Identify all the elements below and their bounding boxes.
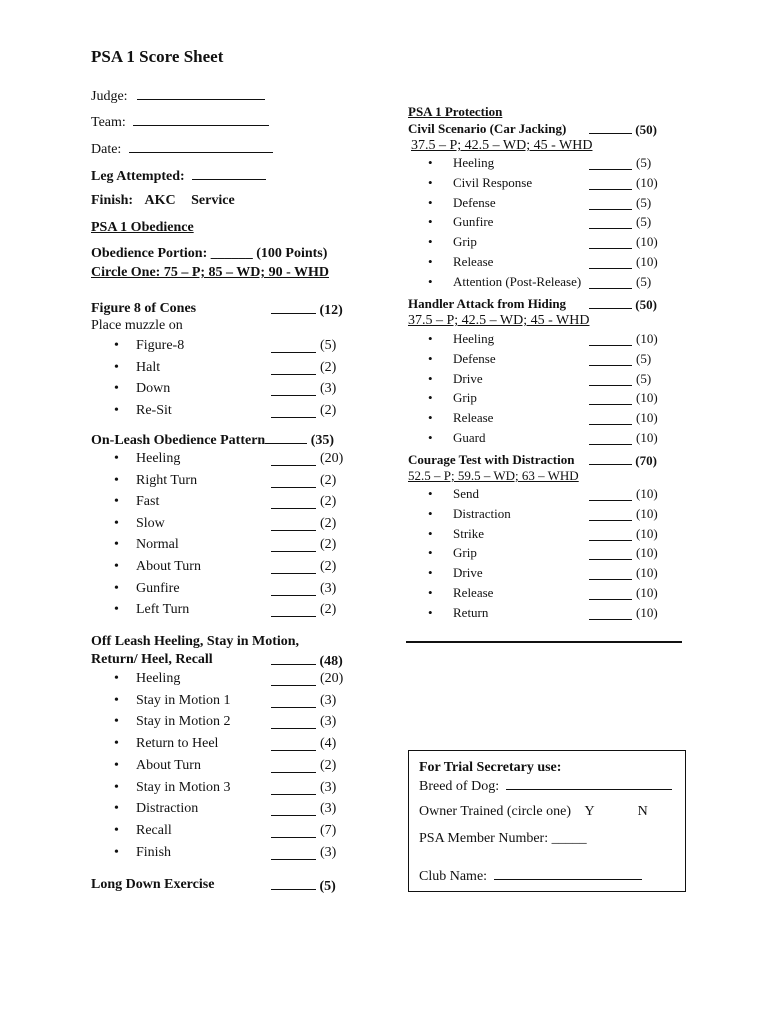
bullet-icon: • xyxy=(114,515,119,531)
handler-title: Handler Attack from Hiding xyxy=(408,296,567,311)
item-points: (5) xyxy=(320,338,337,353)
item-label: Drive xyxy=(453,565,483,581)
item-label: Down xyxy=(136,381,171,397)
bullet-icon: • xyxy=(114,338,119,353)
offleash-total: (48) xyxy=(319,654,343,669)
bullet-icon: • xyxy=(114,801,119,817)
item-points: (3) xyxy=(320,381,337,397)
date-label: Date: xyxy=(91,142,122,157)
item-label: Release xyxy=(453,254,494,269)
score-blank[interactable] xyxy=(589,567,632,580)
item-points: (3) xyxy=(320,580,337,596)
item-label: Send xyxy=(453,486,479,501)
item-label: About Turn xyxy=(136,757,201,773)
item-label: Gunfire xyxy=(136,580,180,596)
club-label: Club Name: xyxy=(419,869,488,884)
breed-field[interactable] xyxy=(419,777,672,795)
item-label: Return to Heel xyxy=(136,736,219,752)
bullet-icon: • xyxy=(114,714,119,730)
bullet-icon: • xyxy=(114,472,119,488)
bullet-icon: • xyxy=(114,736,119,752)
figure8-title: Figure 8 of Cones xyxy=(91,301,197,316)
bullet-icon: • xyxy=(428,604,433,620)
score-blank[interactable] xyxy=(589,587,632,600)
item-points: (10) xyxy=(636,565,658,581)
score-blank[interactable] xyxy=(271,405,316,418)
score-blank[interactable] xyxy=(271,877,316,890)
bullet-icon: • xyxy=(114,537,119,553)
score-blank[interactable] xyxy=(271,652,316,665)
score-blank[interactable] xyxy=(271,340,316,353)
score-blank[interactable] xyxy=(271,561,316,574)
item-points: (2) xyxy=(320,359,337,375)
item-points: (10) xyxy=(636,525,658,541)
item-label: Civil Response xyxy=(453,174,533,190)
item-label: Drive xyxy=(453,370,483,386)
item-label: Distraction xyxy=(453,505,511,521)
team-field[interactable] xyxy=(91,113,269,131)
team-label: Team: xyxy=(91,115,126,130)
item-points: (5) xyxy=(636,350,652,366)
item-points: (10) xyxy=(636,331,658,346)
owner-label: Owner Trained (circle one) xyxy=(419,804,572,819)
obedience-portion: Obedience Portion: ______ (100 Points) xyxy=(91,246,328,261)
item-label: Heeling xyxy=(453,331,495,346)
longdown-total-field[interactable] xyxy=(271,877,336,895)
item-label: Grip xyxy=(453,545,477,561)
item-points: (2) xyxy=(320,757,337,773)
item-points: (20) xyxy=(320,671,344,686)
item-points: (2) xyxy=(320,602,337,618)
score-blank[interactable] xyxy=(589,412,632,425)
score-blank[interactable] xyxy=(589,607,632,620)
item-label: Re-Sit xyxy=(136,402,172,418)
item-points: (10) xyxy=(636,430,658,445)
bullet-icon: • xyxy=(114,402,119,418)
item-points: (10) xyxy=(636,390,658,406)
item-label: Return xyxy=(453,604,489,620)
civil-total-field[interactable] xyxy=(589,121,657,138)
bullet-icon: • xyxy=(428,505,433,521)
item-points: (7) xyxy=(320,822,337,838)
score-blank[interactable] xyxy=(589,216,632,229)
finish-label: Finish: xyxy=(91,193,134,208)
item-label: Stay in Motion 1 xyxy=(136,692,231,708)
score-blank[interactable] xyxy=(271,518,316,531)
item-points: (2) xyxy=(320,402,337,418)
score-blank[interactable] xyxy=(271,716,316,729)
leg-attempted-label: Leg Attempted: xyxy=(91,169,185,184)
bullet-icon: • xyxy=(114,494,119,510)
score-blank[interactable] xyxy=(589,508,632,521)
bullet-icon: • xyxy=(428,545,433,561)
item-label: Recall xyxy=(136,822,172,838)
item-points: (3) xyxy=(320,779,337,795)
bullet-icon: • xyxy=(428,155,433,170)
handler-thresholds: 37.5 – P; 42.5 – WD; 45 - WHD xyxy=(408,313,590,328)
item-label: Finish xyxy=(136,844,172,860)
item-label: Slow xyxy=(136,515,165,531)
club-blank[interactable] xyxy=(494,867,642,880)
obedience-heading: PSA 1 Obedience xyxy=(91,220,194,235)
item-label: Gunfire xyxy=(453,214,494,230)
bullet-icon: • xyxy=(428,370,433,386)
score-blank[interactable] xyxy=(589,528,632,541)
bullet-icon: • xyxy=(428,254,433,269)
breed-label: Breed of Dog: xyxy=(419,779,500,794)
owner-yes[interactable]: Y xyxy=(584,804,595,819)
item-points: (10) xyxy=(636,505,658,521)
item-points: (10) xyxy=(636,254,658,269)
item-points: (10) xyxy=(636,545,658,561)
item-points: (2) xyxy=(320,515,337,531)
item-label: Normal xyxy=(136,537,179,553)
item-label: Heeling xyxy=(136,451,181,466)
score-blank[interactable] xyxy=(271,583,316,596)
score-blank[interactable] xyxy=(271,362,316,375)
bullet-icon: • xyxy=(428,214,433,230)
score-blank[interactable] xyxy=(271,604,316,617)
score-blank[interactable] xyxy=(589,157,632,170)
onleash-title xyxy=(91,431,334,449)
bullet-icon: • xyxy=(114,359,119,375)
score-blank[interactable] xyxy=(589,488,632,501)
bullet-icon: • xyxy=(428,430,433,445)
secretary-heading: For Trial Secretary use: xyxy=(419,760,562,775)
item-label: Guard xyxy=(453,430,486,445)
bullet-icon: • xyxy=(428,486,433,501)
offleash-title-line1: Off Leash Heeling, Stay in Motion, xyxy=(91,634,300,649)
item-points: (5) xyxy=(636,194,652,210)
score-blank[interactable] xyxy=(589,236,632,249)
item-label: Release xyxy=(453,410,494,426)
score-blank[interactable] xyxy=(589,256,632,269)
score-blank[interactable] xyxy=(589,432,632,445)
item-points: (2) xyxy=(320,559,337,574)
bullet-icon: • xyxy=(428,234,433,250)
item-label: Grip xyxy=(453,390,477,406)
finish-akc[interactable]: AKC xyxy=(144,193,176,208)
score-blank[interactable] xyxy=(271,673,316,686)
courage-total-field[interactable] xyxy=(589,452,657,469)
page-title: PSA 1 Score Sheet xyxy=(91,47,224,66)
judge-blank[interactable] xyxy=(137,87,265,100)
owner-no[interactable]: N xyxy=(637,804,648,819)
bullet-icon: • xyxy=(114,381,119,397)
courage-title: Courage Test with Distraction xyxy=(408,452,575,467)
onleash-title-text: On-Leash Obedience Pattern xyxy=(91,433,266,448)
item-label: Right Turn xyxy=(136,472,198,488)
section-divider xyxy=(406,641,682,643)
member-number-field[interactable]: PSA Member Number: _____ xyxy=(419,831,587,846)
bullet-icon: • xyxy=(114,602,119,618)
item-points: (5) xyxy=(636,370,652,386)
onleash-total: (35) xyxy=(310,433,335,448)
date-field[interactable] xyxy=(91,140,273,158)
civil-thresholds: 37.5 – P; 42.5 – WD; 45 - WHD xyxy=(411,138,593,153)
item-points: (10) xyxy=(636,410,658,426)
longdown-title: Long Down Exercise xyxy=(91,877,215,892)
offleash-title-line2: Return/ Heel, Recall xyxy=(91,652,213,667)
bullet-icon: • xyxy=(428,565,433,581)
bullet-icon: • xyxy=(428,331,433,346)
civil-total: (50) xyxy=(635,122,657,137)
finish-service[interactable]: Service xyxy=(191,193,235,208)
score-blank[interactable] xyxy=(589,373,632,386)
item-label: Halt xyxy=(136,359,161,375)
score-blank[interactable] xyxy=(271,496,316,509)
item-label: Stay in Motion 2 xyxy=(136,714,231,730)
item-points: (2) xyxy=(320,472,337,488)
item-label: Defense xyxy=(453,194,496,210)
offleash-total-field[interactable] xyxy=(271,652,343,670)
bullet-icon: • xyxy=(114,757,119,773)
civil-title: Civil Scenario (Car Jacking) xyxy=(408,121,567,136)
item-points: (10) xyxy=(636,604,658,620)
item-label: Stay in Motion 3 xyxy=(136,779,231,795)
item-label: Left Turn xyxy=(136,602,190,618)
score-blank[interactable] xyxy=(271,453,316,466)
bullet-icon: • xyxy=(428,410,433,426)
item-label: Release xyxy=(453,585,494,600)
judge-label: Judge: xyxy=(91,89,128,104)
score-blank[interactable] xyxy=(589,333,632,346)
courage-thresholds: 52.5 – P; 59.5 – WD; 63 – WHD xyxy=(408,468,579,483)
score-blank[interactable] xyxy=(271,475,316,488)
bullet-icon: • xyxy=(114,559,119,574)
bullet-icon: • xyxy=(114,451,119,466)
bullet-icon: • xyxy=(428,525,433,541)
trial-secretary-box xyxy=(408,750,686,892)
item-label: Heeling xyxy=(136,671,181,686)
item-label: Attention (Post-Release) xyxy=(453,273,582,289)
bullet-icon: • xyxy=(428,585,433,600)
protection-heading: PSA 1 Protection xyxy=(408,104,503,119)
finish-field xyxy=(91,193,235,209)
score-blank[interactable] xyxy=(589,547,632,560)
breed-blank[interactable] xyxy=(506,777,672,790)
item-points: (3) xyxy=(320,801,337,817)
score-blank[interactable] xyxy=(589,452,632,465)
handler-total-field[interactable] xyxy=(589,296,657,313)
item-points: (10) xyxy=(636,234,658,250)
score-blank[interactable] xyxy=(271,301,316,314)
item-label: Fast xyxy=(136,494,160,510)
item-points: (3) xyxy=(320,844,337,860)
score-blank[interactable] xyxy=(589,353,632,366)
team-blank[interactable] xyxy=(133,113,269,126)
item-points: (5) xyxy=(636,214,652,230)
bullet-icon: • xyxy=(114,844,119,860)
item-label: About Turn xyxy=(136,559,201,574)
item-label: Heeling xyxy=(453,155,495,170)
score-blank[interactable] xyxy=(271,803,316,816)
item-label: Figure-8 xyxy=(136,338,185,353)
obedience-circle-one: Circle One: 75 – P; 85 – WD; 90 - WHD xyxy=(91,265,329,280)
longdown-total: (5) xyxy=(319,879,336,894)
item-points: (5) xyxy=(636,155,652,170)
courage-total: (70) xyxy=(635,453,657,468)
club-name-field[interactable] xyxy=(419,867,642,885)
bullet-icon: • xyxy=(428,350,433,366)
score-blank[interactable] xyxy=(271,383,316,396)
figure8-subtitle: Place muzzle on xyxy=(91,318,183,333)
item-points: (20) xyxy=(320,451,344,466)
item-label: Distraction xyxy=(136,801,199,817)
bullet-icon: • xyxy=(114,671,119,686)
score-blank[interactable] xyxy=(271,847,316,860)
bullet-icon: • xyxy=(428,194,433,210)
item-points: (3) xyxy=(320,692,337,708)
bullet-icon: • xyxy=(428,390,433,406)
item-points: (10) xyxy=(636,486,658,501)
item-points: (5) xyxy=(636,273,652,289)
score-blank[interactable] xyxy=(271,825,316,838)
owner-trained-field xyxy=(419,804,648,820)
item-points: (2) xyxy=(320,494,337,510)
score-blank[interactable] xyxy=(589,392,632,405)
score-blank[interactable] xyxy=(589,177,632,190)
bullet-icon: • xyxy=(114,822,119,838)
item-points: (4) xyxy=(320,736,337,752)
handler-total: (50) xyxy=(635,297,657,312)
bullet-icon: • xyxy=(428,174,433,190)
bullet-icon: • xyxy=(428,273,433,289)
leg-attempted-blank[interactable] xyxy=(192,167,266,180)
bullet-icon: • xyxy=(114,779,119,795)
item-points: (10) xyxy=(636,585,658,600)
item-points: (10) xyxy=(636,174,658,190)
item-label: Grip xyxy=(453,234,477,250)
item-points: (2) xyxy=(320,537,337,553)
score-blank[interactable] xyxy=(265,431,307,444)
item-label: Strike xyxy=(453,525,485,541)
figure8-total: (12) xyxy=(319,303,343,318)
score-blank[interactable] xyxy=(589,296,632,309)
score-blank[interactable] xyxy=(271,760,316,773)
leg-attempted-field[interactable] xyxy=(91,167,266,185)
bullet-icon: • xyxy=(114,692,119,708)
item-points: (3) xyxy=(320,714,337,730)
score-blank[interactable] xyxy=(271,539,316,552)
bullet-icon: • xyxy=(114,580,119,596)
score-blank[interactable] xyxy=(271,782,316,795)
score-blank[interactable] xyxy=(589,197,632,210)
judge-field[interactable] xyxy=(91,87,265,105)
item-label: Defense xyxy=(453,350,496,366)
score-blank[interactable] xyxy=(271,695,316,708)
figure8-total-field[interactable] xyxy=(271,301,343,319)
date-blank[interactable] xyxy=(129,140,273,153)
score-blank[interactable] xyxy=(589,121,632,134)
score-blank[interactable] xyxy=(589,276,632,289)
score-blank[interactable] xyxy=(271,738,316,751)
